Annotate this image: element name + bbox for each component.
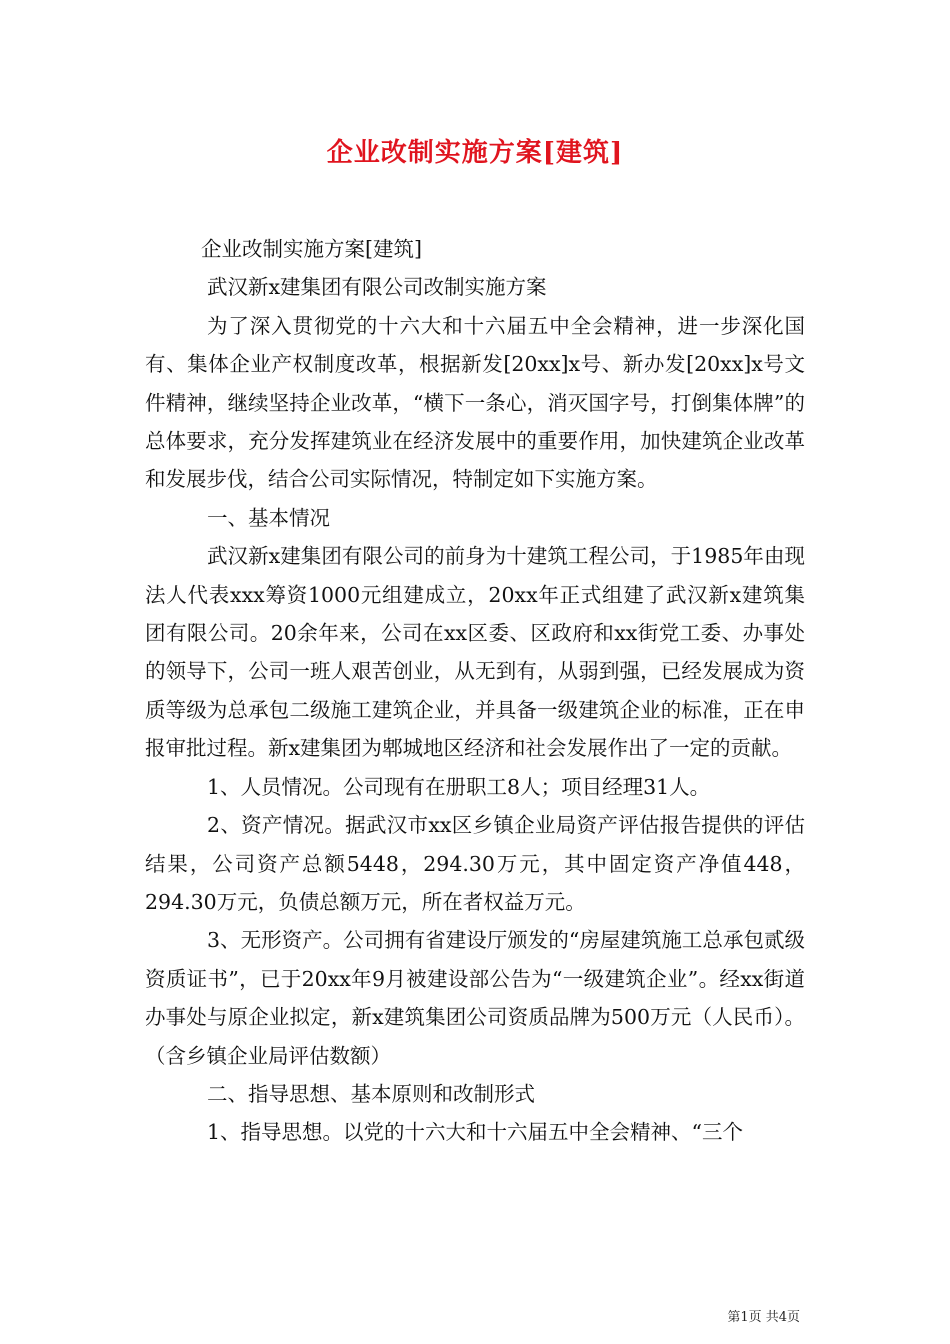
- guiding-thought-paragraph: 1、指导思想。以党的十六大和十六届五中全会精神、“三个: [207, 1120, 744, 1145]
- company-history-paragraph: 武汉新x建集团有限公司的前身为十建筑工程公司，于1985年由现法人代表xxx筹资1000元组建成立，20xx年正式组建了武汉新x建筑集团有限公司。20余年来，公司在xx区委、区政府和xx街党工委、办事处的领导下，公司一班人艰苦创业，从无到有，从弱到强，已经发展成为资质等级为总承包二级施工建筑企业，并具备一级建筑企业的标准，正在申报审批过程。新x建集团为郫城地区经济和社会发展作出了一定的贡献。: [145, 544, 805, 761]
- assets-paragraph: 2、资产情况。据武汉市xx区乡镇企业局资产评估报告提供的评估结果，公司资产总额5448，294.30万元，其中固定资产净值448，294.30万元，负债总额万元，所在者权益万元。: [145, 813, 805, 914]
- document-body: [145, 230, 805, 1152]
- company-plan-heading: 武汉新x建集团有限公司改制实施方案: [207, 275, 547, 300]
- section-heading-guiding-principles: 二、指导思想、基本原则和改制形式: [207, 1081, 535, 1106]
- intro-paragraph: 为了深入贯彻党的十六大和十六届五中全会精神，进一步深化国有、集体企业产权制度改革，根据新发[20xx]x号、新办发[20xx]x号文件精神，继续坚持企业改革，“横下一条心，消灭国字号，打倒集体牌”的总体要求，充分发挥建筑业在经济发展中的重要作用，加快建筑企业改革和发展步伐，结合公司实际情况，特制定如下实施方案。: [145, 313, 805, 492]
- personnel-paragraph: 1、人员情况。公司现有在册职工8人；项目经理31人。: [207, 774, 711, 799]
- intangible-assets-paragraph: 3、无形资产。公司拥有省建设厅颁发的“房屋建筑施工总承包贰级资质证书”，已于20xx年9月被建设部公告为“一级建筑企业”。经xx街道办事处与原企业拟定，新x建筑集团公司资质品牌为500万元（人民币）。（含乡镇企业局评估数额）: [145, 928, 805, 1068]
- document-title: 企业改制实施方案[建筑]: [326, 138, 624, 168]
- page-number: 第1页 共4页: [727, 1310, 800, 1325]
- section-heading-basic-situation: 一、基本情况: [207, 505, 330, 530]
- subtitle-paragraph: 企业改制实施方案[建筑]: [201, 237, 422, 261]
